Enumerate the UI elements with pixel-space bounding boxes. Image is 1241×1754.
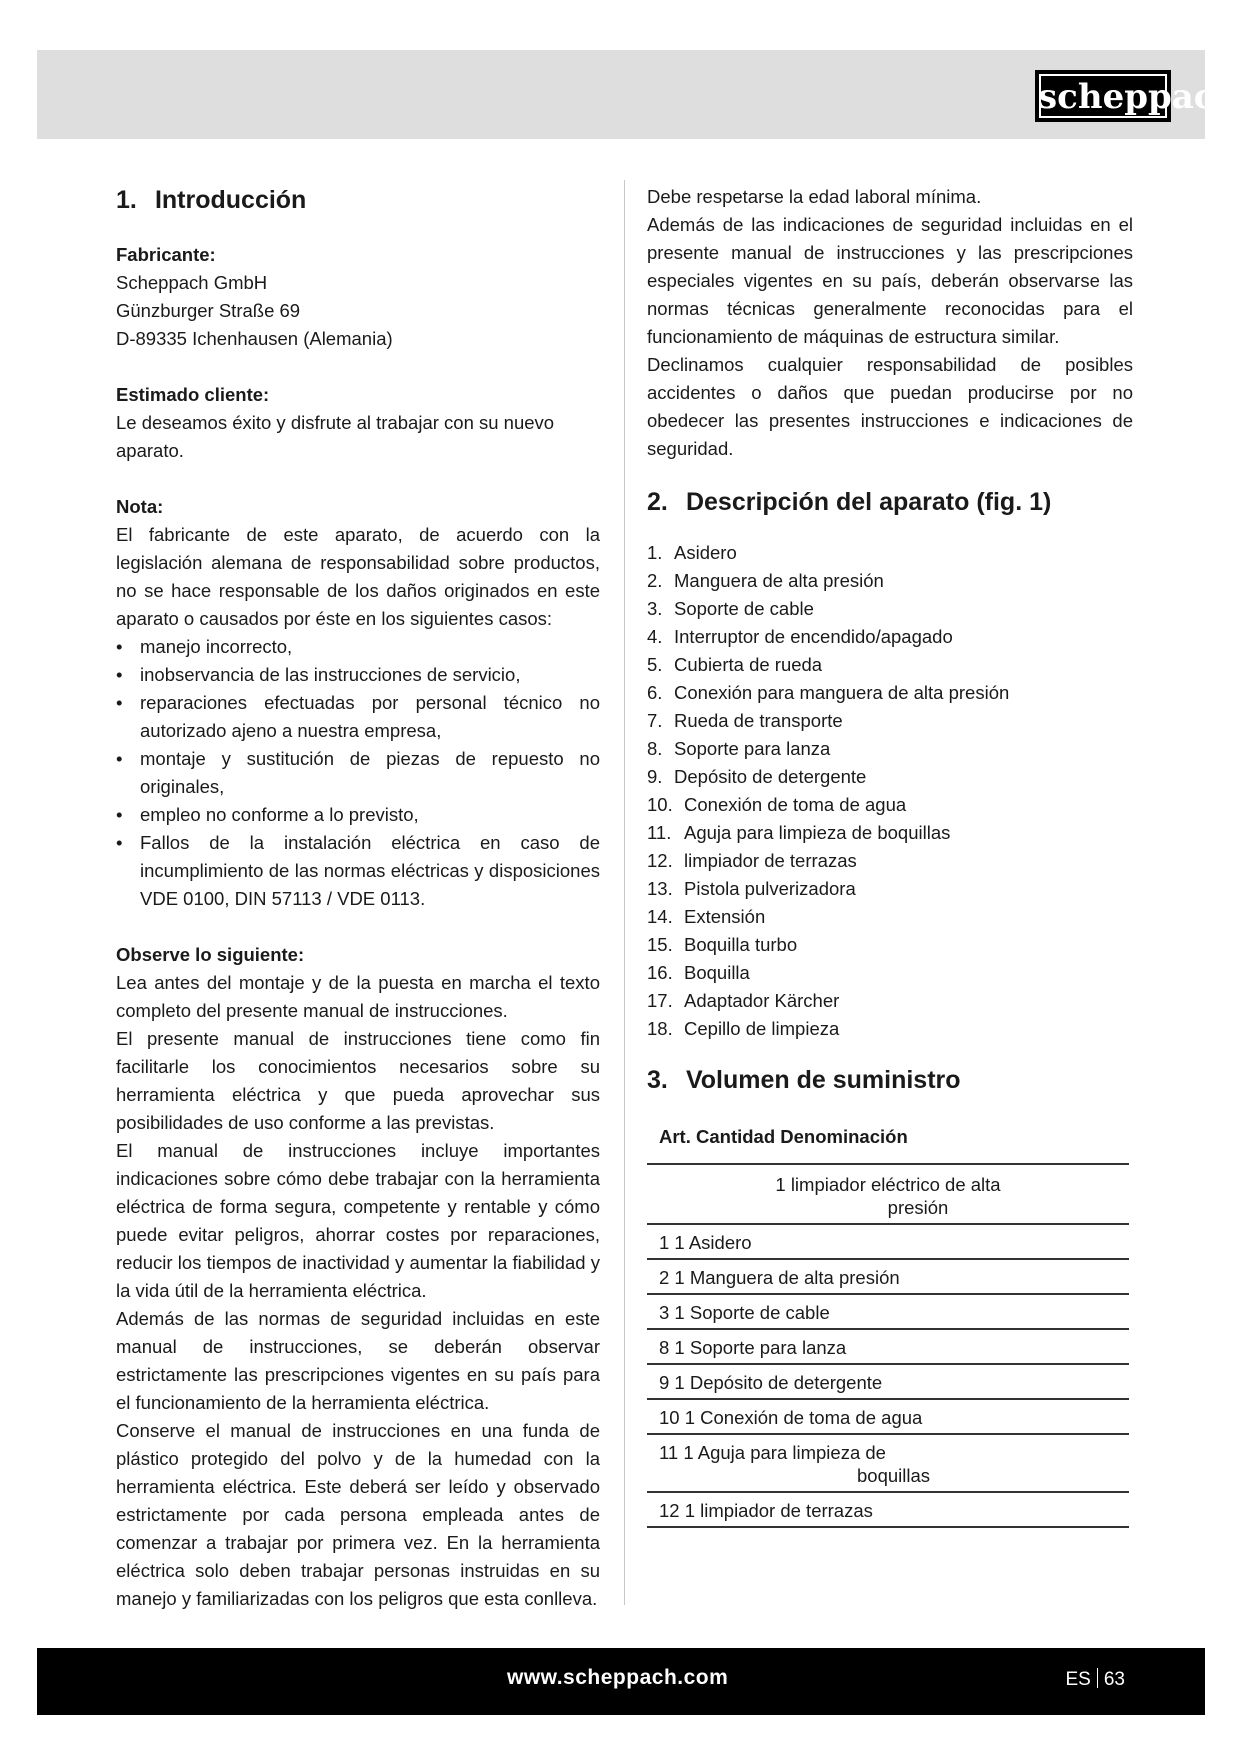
nota-bullet: • reparaciones efectuadas por personal técnico no autorizado ajeno a nuestra empresa, [116, 689, 600, 745]
description-item-text: limpiador de terrazas [684, 850, 857, 871]
supply-table [647, 1163, 1129, 1528]
supply-cell: 8 1 Soporte para lanza [659, 1337, 847, 1358]
supply-cell: 9 1 Depósito de detergente [659, 1372, 883, 1393]
description-heading [647, 485, 1133, 519]
description-item-text: Boquilla [684, 962, 750, 983]
description-item-text: Extensión [684, 906, 766, 927]
description-item-number: 12. [647, 850, 673, 871]
description-item-number: 14. [647, 906, 673, 927]
fabricante-label: Fabricante: [116, 244, 216, 265]
description-item-text: Depósito de detergente [674, 766, 867, 787]
intro-paragraph: Declinamos cualquier responsabilidad de posibles accidentes o daños que puedan producirse por no obedecer las presentes instrucciones e indicaciones de seguridad. [647, 354, 1133, 459]
observe-paragraph: Conserve el manual de instrucciones en una funda de plástico protegido del polvo y de la humedad con la herramienta eléctrica. Este deberá ser leído y observado estrictamente por cada persona empleada antes de comenzar a trabajar por primera vez. En la herramienta eléctrica solo deben trabajar personas instruidas en su manejo y familiarizadas con los peligros que esta conlleva. [116, 1420, 600, 1609]
description-item-text: Adaptador Kärcher [684, 990, 840, 1011]
description-item [647, 903, 1133, 931]
description-item [647, 651, 1133, 679]
description-item [647, 987, 1133, 1015]
description-list [647, 539, 1133, 1043]
nota-text: El fabricante de este aparato, de acuerdo con la legislación alemana de responsabilidad sobre productos, no se hace responsable de los daños originados en este aparato o causados por éste en los siguientes casos: [116, 524, 600, 629]
description-item-text: Manguera de alta presión [674, 570, 884, 591]
description-item-number: 18. [647, 1018, 673, 1039]
supply-table-header: Art. Cantidad Denominación [659, 1126, 908, 1147]
observe-paragraph: Además de las normas de seguridad incluidas en este manual de instrucciones, se deberán observar estrictamente las prescripciones vigentes en su país para el funcionamiento de la herramienta eléctrica. [116, 1308, 600, 1413]
fabricante-line: Scheppach GmbH [116, 272, 268, 293]
supply-table-row [647, 1365, 1129, 1400]
description-item [647, 931, 1133, 959]
description-item-text: Boquilla turbo [684, 934, 798, 955]
description-item-text: Rueda de transporte [674, 710, 843, 731]
supply-table-row [647, 1330, 1129, 1365]
observe-paragraph: Lea antes del montaje y de la puesta en marcha el texto completo del presente manual de instrucciones. [116, 972, 600, 1021]
footer-url[interactable]: www.scheppach.com [507, 1666, 729, 1689]
left-column [116, 183, 600, 1613]
description-item-number: 17. [647, 990, 673, 1011]
supply-cell-continuation: boquillas [857, 1465, 931, 1486]
supply-table-row [647, 1165, 1129, 1225]
supply-cell: 3 1 Soporte de cable [659, 1302, 830, 1323]
header-band [37, 50, 1205, 139]
description-item-text: Cepillo de limpieza [684, 1018, 840, 1039]
supply-table-row [647, 1260, 1129, 1295]
supply-cell: 1 limpiador eléctrico de alta [775, 1174, 1001, 1195]
description-item [647, 1015, 1133, 1043]
description-item-text: Cubierta de rueda [674, 654, 823, 675]
nota-label: Nota: [116, 496, 164, 517]
observe-paragraph: El manual de instrucciones incluye importantes indicaciones sobre cómo debe trabajar con la herramienta eléctrica de forma segura, competente y rentable y cómo puede evitar peligros, ahorrar costes por reparaciones, reducir los tiempos de inactividad y aumentar la fiabilidad y la vida útil de la herramienta eléctrica. [116, 1140, 600, 1301]
description-item [647, 959, 1133, 987]
description-item [647, 679, 1133, 707]
nota-bullet: • montaje y sustitución de piezas de repuesto no originales, [116, 745, 600, 801]
description-item [647, 819, 1133, 847]
intro-paragraph: Debe respetarse la edad laboral mínima. [647, 186, 982, 207]
column-divider [624, 180, 625, 1605]
observe-paragraph: El presente manual de instrucciones tiene como fin facilitarle los conocimientos necesarios sobre su herramienta eléctrica y que pueda aprovechar sus posibilidades de uso conforme a las previstas. [116, 1028, 600, 1133]
intro-paragraph: Además de las indicaciones de seguridad incluidas en el presente manual de instrucciones y las prescripciones especiales vigentes en su país, deberán observarse las normas técnicas generalmente reconocidas para el funcionamiento de máquinas de estructura similar. [647, 214, 1133, 347]
description-item [647, 595, 1133, 623]
description-item-number: 6. [647, 682, 663, 703]
supply-heading [647, 1063, 1133, 1097]
description-item [647, 763, 1133, 791]
description-item [647, 623, 1133, 651]
description-item-number: 1. [647, 542, 663, 563]
supply-heading-number: 3. [647, 1066, 668, 1094]
page-separator [1097, 1668, 1098, 1688]
description-item-number: 8. [647, 738, 663, 759]
description-item-number: 15. [647, 934, 673, 955]
description-item-number: 4. [647, 626, 663, 647]
description-item-text: Conexión de toma de agua [684, 794, 907, 815]
description-item [647, 847, 1133, 875]
description-item-text: Asidero [674, 542, 737, 563]
nota-bullet: • empleo no conforme a lo previsto, [116, 801, 600, 829]
nota-bullet: • Fallos de la instalación eléctrica en caso de incumplimiento de las normas eléctricas y disposiciones VDE 0100, DIN 57113 / VDE 0113. [116, 829, 600, 913]
supply-heading-text: Volumen de suministro [685, 1066, 961, 1094]
supply-table-row [647, 1493, 1129, 1528]
cliente-label: Estimado cliente: [116, 384, 270, 405]
nota-bullet: • inobservancia de las instrucciones de servicio, [116, 661, 600, 689]
description-item-number: 10. [647, 794, 673, 815]
supply-table-row [647, 1435, 1129, 1493]
cliente-text: Le deseamos éxito y disfrute al trabajar con su nuevo aparato. [116, 412, 555, 461]
description-item [647, 567, 1133, 595]
supply-table-row [647, 1295, 1129, 1330]
description-item-text: Interruptor de encendido/apagado [674, 626, 953, 647]
description-item-number: 9. [647, 766, 663, 787]
description-item-number: 11. [647, 822, 672, 843]
description-item-number: 7. [647, 710, 663, 731]
description-item-number: 2. [647, 570, 663, 591]
nota-bullet-list [116, 633, 600, 913]
right-column [647, 183, 1133, 1528]
supply-cell: 12 1 limpiador de terrazas [659, 1500, 873, 1521]
description-item-text: Pistola pulverizadora [684, 878, 856, 899]
description-item-number: 13. [647, 878, 673, 899]
fabricante-line: Günzburger Straße 69 [116, 300, 301, 321]
brand-logo: scheppach [1035, 70, 1171, 122]
page-indicator [1066, 1668, 1126, 1691]
description-item-number: 3. [647, 598, 663, 619]
intro-heading [116, 183, 600, 217]
description-item [647, 707, 1133, 735]
supply-cell: 10 1 Conexión de toma de agua [659, 1407, 923, 1428]
description-item-number: 16. [647, 962, 673, 983]
intro-heading-text: Introducción [154, 186, 307, 214]
description-item [647, 791, 1133, 819]
supply-cell-continuation: presión [887, 1197, 949, 1218]
description-item-number: 5. [647, 654, 663, 675]
fabricante-line: D-89335 Ichenhausen (Alemania) [116, 328, 393, 349]
description-item-text: Conexión para manguera de alta presión [674, 682, 1010, 703]
description-heading-number: 2. [647, 488, 668, 516]
description-item [647, 539, 1133, 567]
description-item-text: Soporte de cable [674, 598, 814, 619]
nota-bullet: • manejo incorrecto, [116, 633, 600, 661]
supply-cell: 2 1 Manguera de alta presión [659, 1267, 900, 1288]
description-item-text: Aguja para limpieza de boquillas [684, 822, 951, 843]
supply-cell: 1 1 Asidero [659, 1232, 752, 1253]
description-item [647, 735, 1133, 763]
intro-heading-number: 1. [116, 186, 137, 214]
description-item [647, 875, 1133, 903]
supply-cell: 11 1 Aguja para limpieza de [659, 1442, 886, 1463]
observe-label: Observe lo siguiente: [116, 944, 305, 965]
footer-bar [37, 1648, 1205, 1715]
supply-table-row [647, 1225, 1129, 1260]
description-item-text: Soporte para lanza [674, 738, 831, 759]
supply-table-row [647, 1400, 1129, 1435]
language-code: ES [1065, 1669, 1091, 1690]
description-heading-text: Descripción del aparato (fig. 1) [685, 488, 1052, 516]
page-number: 63 [1103, 1669, 1125, 1690]
